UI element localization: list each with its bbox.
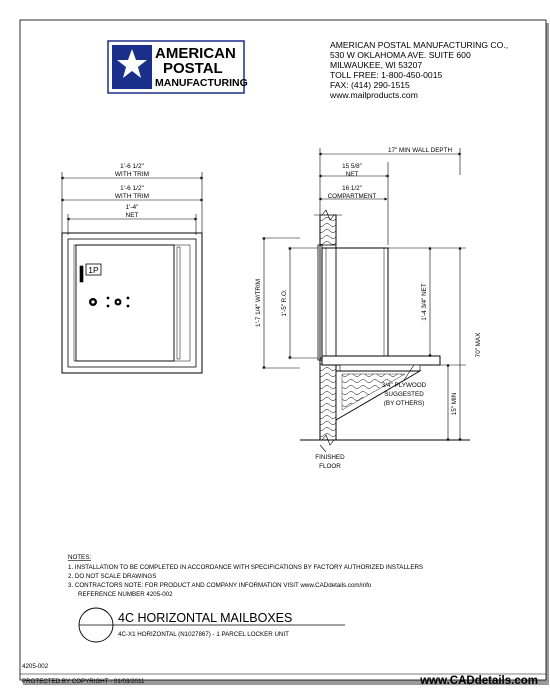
front-height-ro: 1'-5" R.O. [281,289,288,317]
front-dim-trim2: 1'-6 1/2" [120,185,144,192]
front-dim-trim1: 1'-6 1/2" [120,163,144,170]
company-address2: MILWAUKEE, WI 53207 [330,60,423,70]
front-dim-net: 1'-4" [125,204,139,211]
drawing-number: 4205-002 [22,663,49,670]
floor-note1: FINISHED [315,454,345,461]
plywood-note3: (BY OTHERS) [383,400,425,407]
front-dim-net-sub: NET [125,212,139,219]
logo-line1: AMERICAN [155,45,236,62]
side-compartment-sub: COMPARTMENT [327,193,377,200]
company-web: www.mailproducts.com [330,90,418,100]
front-dim-trim2-sub: WITH TRIM [114,193,150,200]
note-reference: REFERENCE NUMBER 4205-002 [78,591,173,598]
drawing-title: 4C HORIZONTAL MAILBOXES [118,611,293,625]
logo-line3: MANUFACTURING [155,77,248,89]
side-height-net: 1'-4 3/4" NET [421,283,428,321]
copyright-text: PROTECTED BY COPYRIGHT - 01/03/2011 [22,678,145,685]
side-compartment: 16 1/2" [342,185,362,192]
company-logo [108,41,248,93]
note-item: 2. DO NOT SCALE DRAWINGS [68,573,157,580]
note-item: 3. CONTRACTORS NOTE: FOR PRODUCT AND COMPANY INFORMATION VISIT www.CADdetails.com/info [68,582,372,589]
side-max-height: 70" MAX [475,332,482,358]
note-item: 1. INSTALLATION TO BE COMPLETED IN ACCORDANCE WITH SPECIFICATIONS BY FACTORY AUTHORIZED INSTALLERS [68,564,424,571]
side-net-depth: 15 5/8" [342,163,362,170]
notes-heading: NOTES: [68,554,92,561]
door-label: 1P [88,265,99,275]
company-name: AMERICAN POSTAL MANUFACTURING CO., [330,40,509,50]
caddetails-link[interactable]: www.CADdetails.com [420,675,538,687]
company-tollfree: TOLL FREE: 1-800-450-0015 [330,70,443,80]
sheet-border [20,20,546,680]
floor-note2: FLOOR [319,463,341,470]
company-fax: FAX: (414) 290-1515 [330,80,410,90]
logo-line2: POSTAL [163,60,223,77]
plywood-note2: SUGGESTED [384,391,424,398]
plywood-note1: 3/4" PLYWOOD [381,382,427,389]
front-dim-trim1-sub: WITH TRIM [114,171,150,178]
drawing-subtitle: 4C-X1 HORIZONTAL (N1027867) - 1 PARCEL LOCKER UNIT [118,631,289,638]
lock-icon [89,298,97,306]
side-min-height: 15" MIN [451,392,458,416]
front-height-trim: 1'-7 1/4" W/TRIM [255,279,262,327]
company-address1: 530 W OKLAHOMA AVE. SUITE 600 [330,50,471,60]
side-wall-depth: 17" MIN WALL DEPTH [387,147,453,154]
side-net-depth-sub: NET [345,171,359,178]
